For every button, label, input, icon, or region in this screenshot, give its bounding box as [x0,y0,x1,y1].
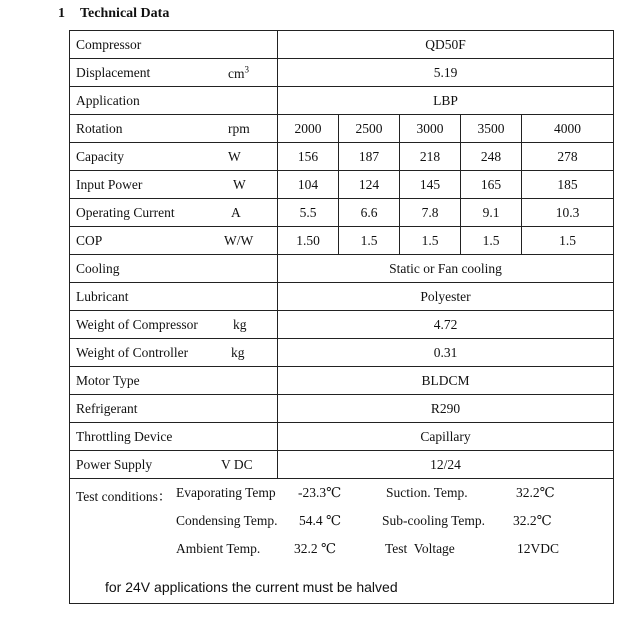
weight-compressor-unit: kg [233,316,247,332]
input-power-unit: W [233,176,246,192]
operating-current-value: 10.3 [522,199,614,227]
voltage-value: 12VDC [517,541,560,556]
power-supply-value: 12/24 [278,451,614,479]
row-rotation [70,115,614,143]
rotation-value: 3500 [461,115,522,143]
lubricant-value: Polyester [278,283,614,311]
suction-value: 32.2℃ [516,485,555,500]
rotation-value: 4000 [522,115,614,143]
operating-current-value: 9.1 [461,199,522,227]
cop-label: COP [76,232,103,248]
weight-compressor-value: 4.72 [278,311,614,339]
capacity-value: 156 [278,143,339,171]
row-power-supply [70,451,614,479]
cop-unit: W/W [224,232,254,248]
displacement-value: 5.19 [278,59,614,87]
cop-value: 1.5 [339,227,400,255]
test-conditions-box [70,479,613,603]
section-title: Technical Data [80,6,170,21]
cop-value: 1.50 [278,227,339,255]
power-supply-cell [70,451,278,479]
rotation-value: 2500 [339,115,400,143]
subcooling-value: 32.2℃ [513,513,552,528]
displacement-unit-sup: 3 [244,63,249,74]
motor-type-label: Motor Type [70,367,278,395]
input-power-value: 185 [522,171,614,199]
cop-value: 1.5 [522,227,614,255]
input-power-label: Input Power [76,176,143,192]
condensing-value: 54.4 ℃ [299,513,342,528]
evaporating-label: Evaporating Temp [176,485,276,500]
cooling-label: Cooling [70,255,278,283]
displacement-label: Displacement [76,64,151,80]
row-refrigerant [70,395,614,423]
operating-current-value: 6.6 [339,199,400,227]
row-cooling [70,255,614,283]
throttling-label: Throttling Device [70,423,278,451]
ambient-value: 32.2 ℃ [294,541,337,556]
input-power-value: 165 [461,171,522,199]
capacity-value: 278 [522,143,614,171]
evaporating-value: -23.3℃ [298,485,342,500]
refrigerant-label: Refrigerant [70,395,278,423]
row-operating-current [70,199,614,227]
refrigerant-value: R290 [278,395,614,423]
cop-value: 1.5 [400,227,461,255]
row-weight-controller [70,339,614,367]
condensing-label: Condensing Temp. [176,513,278,528]
test-conditions-label: Test conditions： [76,489,172,504]
weight-controller-value: 0.31 [278,339,614,367]
cop-cell [70,227,278,255]
capacity-unit: W [228,148,241,164]
row-throttling [70,423,614,451]
weight-compressor-label: Weight of Compressor [76,316,198,332]
section-heading [58,6,169,22]
capacity-cell [70,143,278,171]
rotation-label: Rotation [76,120,123,136]
capacity-label: Capacity [76,148,124,164]
operating-current-unit: A [231,204,241,220]
rotation-unit: rpm [228,120,250,136]
capacity-value: 187 [339,143,400,171]
input-power-value: 145 [400,171,461,199]
ambient-label: Ambient Temp. [176,541,261,556]
displacement-unit-base: cm [228,65,245,81]
row-input-power [70,171,614,199]
row-weight-compressor [70,311,614,339]
note-text: for 24V applications the current must be halved [105,579,398,595]
application-value: LBP [278,87,614,115]
input-power-value: 104 [278,171,339,199]
operating-current-value: 5.5 [278,199,339,227]
input-power-value: 124 [339,171,400,199]
row-application [70,87,614,115]
weight-controller-unit: kg [231,344,245,360]
weight-controller-label: Weight of Controller [76,344,189,360]
operating-current-label: Operating Current [76,204,175,220]
row-lubricant [70,283,614,311]
row-test-conditions [70,479,614,604]
lubricant-label: Lubricant [70,283,278,311]
voltage-label: Test Voltage [385,541,455,556]
rotation-value: 2000 [278,115,339,143]
operating-current-value: 7.8 [400,199,461,227]
row-compressor [70,31,614,59]
capacity-value: 218 [400,143,461,171]
row-displacement [70,59,614,87]
throttling-value: Capillary [278,423,614,451]
row-cop [70,227,614,255]
capacity-value: 248 [461,143,522,171]
operating-current-cell [70,199,278,227]
rotation-value: 3000 [400,115,461,143]
weight-compressor-cell [70,311,278,339]
row-motor-type [70,367,614,395]
power-supply-label: Power Supply [76,456,153,472]
suction-label: Suction. Temp. [386,485,468,500]
compressor-label: Compressor [70,31,278,59]
displacement-unit [228,64,249,82]
test-conditions-cell [70,479,614,604]
row-capacity [70,143,614,171]
section-number: 1 [58,6,65,21]
weight-controller-cell [70,339,278,367]
application-label: Application [70,87,278,115]
cop-value: 1.5 [461,227,522,255]
cooling-value: Static or Fan cooling [278,255,614,283]
subcooling-label: Sub-cooling Temp. [382,513,486,528]
input-power-cell [70,171,278,199]
power-supply-unit: V DC [221,456,253,472]
compressor-value: QD50F [278,31,614,59]
technical-data-table [69,30,614,604]
motor-type-value: BLDCM [278,367,614,395]
rotation-cell [70,115,278,143]
displacement-cell [70,59,278,87]
